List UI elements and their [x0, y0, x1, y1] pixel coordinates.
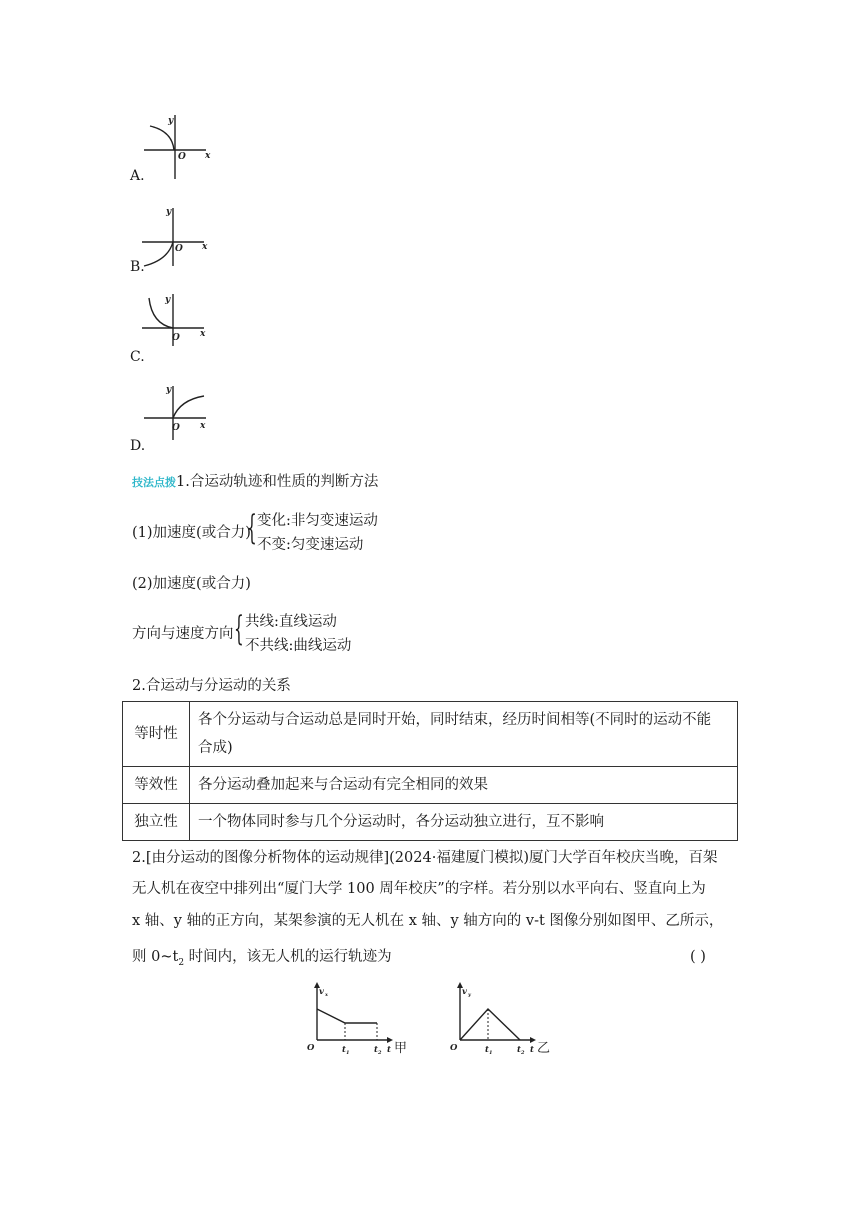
question-line-4	[132, 942, 732, 978]
svg-text:y: y	[165, 295, 171, 305]
table-row	[123, 702, 738, 767]
svg-text:O: O	[172, 333, 180, 343]
svg-text:O: O	[175, 244, 183, 254]
svg-text:O: O	[307, 1043, 315, 1053]
method-title-text: 1.合运动轨迹和性质的判断方法	[176, 474, 379, 490]
item2-branch-a: 共线:直线运动	[245, 614, 337, 630]
option-b-graph	[140, 204, 212, 270]
relation-title: 2.合运动与分运动的关系	[132, 678, 291, 694]
relation-table	[122, 701, 738, 841]
method-title	[132, 472, 378, 493]
table-head-cell: 等时性	[123, 702, 190, 767]
table-body-cell: 各分运动叠加起来与合运动有完全相同的效果	[190, 767, 738, 804]
graph-jia	[305, 982, 425, 1062]
svg-text:x: x	[200, 421, 206, 431]
question-line-2: 无人机在夜空中排列出“厦门大学 100 周年校庆”的字样。若分别以水平向右、竖直向上为	[132, 881, 706, 897]
svg-text:x: x	[325, 992, 328, 998]
graph-yi	[448, 982, 568, 1062]
option-c-graph	[140, 292, 212, 348]
svg-text:t: t	[485, 1045, 489, 1055]
option-a-graph	[144, 115, 214, 181]
item2-sub-prefix: 方向与速度方向	[132, 626, 234, 642]
svg-text:t: t	[530, 1045, 534, 1055]
item2-brace: {	[234, 609, 244, 649]
svg-text:2: 2	[521, 1050, 525, 1056]
svg-text:2: 2	[378, 1050, 382, 1056]
option-b-label[interactable]: B.	[130, 259, 145, 275]
table-body-cell: 一个物体同时参与几个分运动时，各分运动独立进行，互不影响	[190, 804, 738, 841]
svg-text:t: t	[517, 1045, 521, 1055]
table-row	[123, 767, 738, 804]
q4-sub: 2	[178, 957, 185, 968]
q4-post: 时间内，该无人机的运行轨迹为	[184, 949, 392, 965]
option-d-label[interactable]: D.	[130, 438, 146, 454]
svg-text:x: x	[205, 151, 211, 161]
option-c-label[interactable]: C.	[130, 349, 145, 365]
svg-text:t: t	[387, 1045, 391, 1055]
svg-text:y: y	[166, 385, 172, 395]
cell-line: 合成)	[198, 740, 233, 756]
answer-blank[interactable]: ( )	[690, 949, 706, 965]
svg-text:y: y	[168, 116, 174, 126]
svg-text:t: t	[342, 1045, 346, 1055]
q4-pre: 则 0~t	[132, 949, 179, 965]
option-a-label[interactable]: A.	[130, 168, 145, 184]
table-head-cell: 独立性	[123, 804, 190, 841]
table-head-cell: 等效性	[123, 767, 190, 804]
svg-text:v: v	[462, 987, 467, 997]
table-body-cell	[190, 702, 738, 767]
item1-brace: {	[247, 508, 257, 548]
svg-text:t: t	[374, 1045, 378, 1055]
question-line-3: x 轴、y 轴的正方向，某架参演的无人机在 x 轴、y 轴方向的 v-t 图像分别如图甲、乙所示，	[132, 913, 724, 929]
item1-branch-a: 变化:非匀变速运动	[257, 513, 378, 529]
svg-text:O: O	[172, 423, 180, 433]
item2-branch-b: 不共线:曲线运动	[245, 638, 352, 654]
item2-prefix: (2)加速度(或合力)	[132, 576, 251, 592]
item1-branch-b: 不变:匀变速运动	[257, 537, 364, 553]
option-d-graph	[142, 384, 214, 440]
svg-text:乙: 乙	[537, 1041, 551, 1056]
table-row	[123, 804, 738, 841]
svg-text:x: x	[202, 242, 208, 252]
svg-text:y: y	[166, 207, 172, 217]
svg-text:甲: 甲	[394, 1041, 408, 1056]
svg-text:v: v	[319, 987, 324, 997]
svg-text:x: x	[200, 329, 206, 339]
item1-prefix: (1)加速度(或合力)	[132, 525, 251, 541]
svg-text:1: 1	[346, 1050, 350, 1056]
svg-text:1: 1	[489, 1050, 493, 1056]
svg-text:O: O	[450, 1043, 458, 1053]
svg-text:O: O	[178, 152, 186, 162]
svg-text:y: y	[468, 992, 471, 998]
cell-line: 各个分运动与合运动总是同时开始，同时结束，经历时间相等(不同时的运动不能	[198, 712, 712, 728]
method-tag: 技法点拨	[132, 476, 176, 489]
question-line-1: 2.[由分运动的图像分析物体的运动规律](2024·福建厦门模拟)厦门大学百年校庆当晚，百架	[132, 850, 718, 866]
